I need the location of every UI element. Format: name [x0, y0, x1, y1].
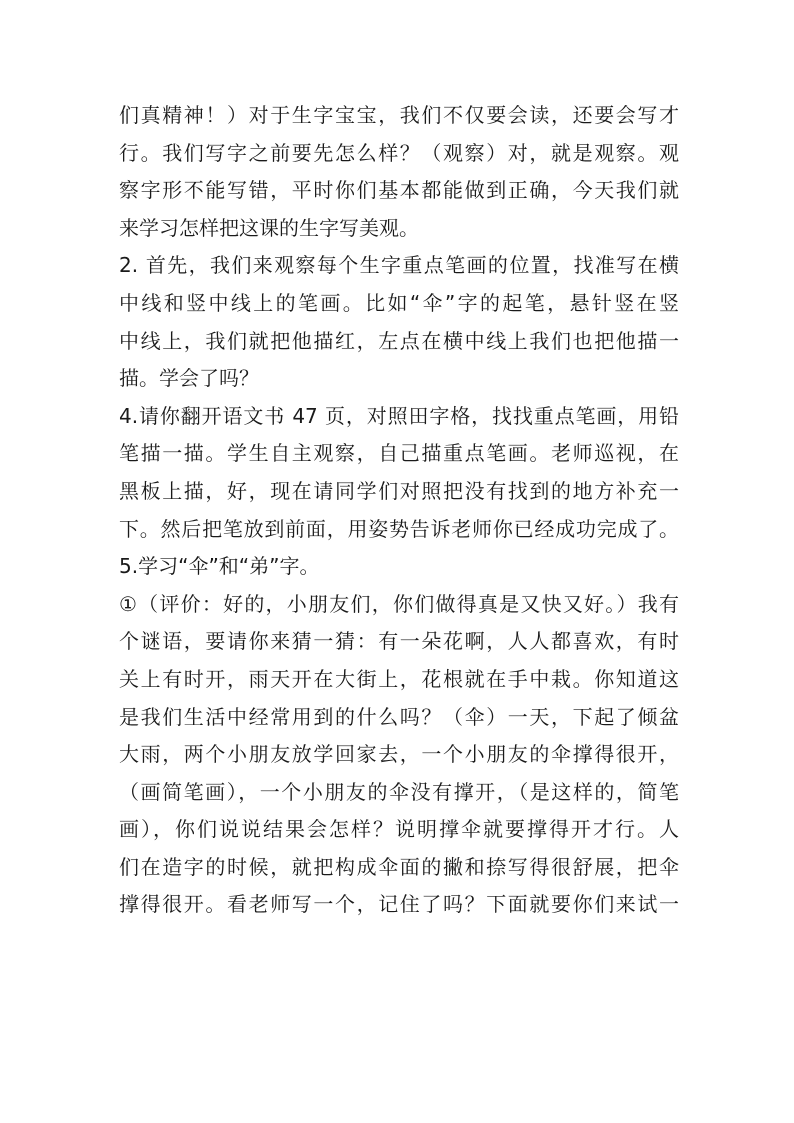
text-line: 们真精神！）对于生字宝宝，我们不仅要会读，还要会写才 — [119, 103, 679, 127]
text-line: 2. 首先，我们来观察每个生字重点笔画的位置，找准写在横 — [119, 253, 679, 278]
text-line: 来学习怎样把这课的生字写美观。 — [119, 215, 419, 240]
text-line: 个谜语，要请你来猜一猜：有一朵花啊，人人都喜欢，有时 — [119, 629, 679, 654]
text-line: ①（评价：好的，小朋友们，你们做得真是又快又好。）我有 — [119, 591, 679, 616]
text-line: 是我们生活中经常用到的什么吗？（伞）一天，下起了倾盆 — [119, 704, 679, 729]
text-line: 下。然后把笔放到前面，用姿势告诉老师你已经成功完成了。 — [119, 516, 679, 541]
text-line: 笔描一描。学生自主观察，自己描重点笔画。老师巡视，在 — [119, 441, 679, 466]
text-line: 们在造字的时候，就把构成伞面的撇和捺写得很舒展，把伞 — [119, 854, 679, 879]
text-line: 察字形不能写错，平时你们基本都能做到正确，今天我们就 — [119, 178, 679, 203]
text-line: 5.学习“伞”和“弟”字。 — [119, 554, 320, 579]
text-line: 画），你们说说结果会怎样？说明撑伞就要撑得开才行。人 — [119, 817, 679, 842]
text-line: 撑得很开。看老师写一个，记住了吗？下面就要你们来试一 — [119, 892, 679, 917]
text-line: 中线和竖中线上的笔画。比如“伞”字的起笔，悬针竖在竖 — [119, 290, 679, 315]
text-line: 大雨，两个小朋友放学回家去，一个小朋友的伞撑得很开， — [119, 742, 679, 767]
text-line: 行。我们写字之前要先怎么样？（观察）对，就是观察。观 — [119, 140, 679, 165]
text-line: 中线上，我们就把他描红，左点在横中线上我们也把他描一 — [119, 328, 679, 353]
text-line: （画简笔画），一个小朋友的伞没有撑开，（是这样的，简笔 — [119, 779, 679, 804]
text-line: 黑板上描，好，现在请同学们对照把没有找到的地方补充一 — [119, 478, 679, 503]
text-line: 关上有时开，雨天开在大街上，花根就在手中栽。你知道这 — [119, 666, 679, 691]
body-text — [119, 97, 679, 924]
text-line: 4.请你翻开语文书 47 页，对照田字格，找找重点笔画，用铅 — [119, 403, 679, 428]
text-line: 描。学会了吗？ — [119, 366, 259, 391]
